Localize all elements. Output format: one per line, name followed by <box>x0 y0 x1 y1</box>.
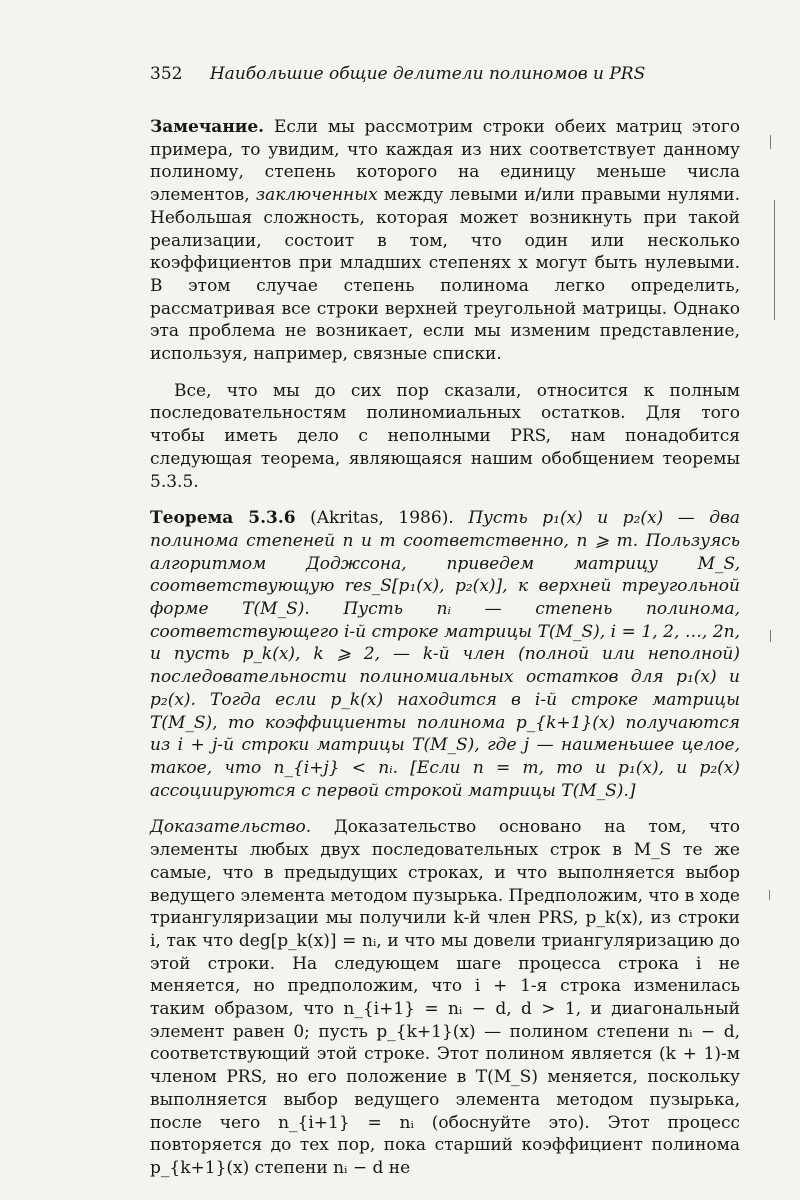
proof-label: Доказательство. <box>150 817 312 838</box>
remark-text-b: между левыми и/или правыми нулями. Небольшая сложность, которая может возникнуть при такой реализации, состоит в том, что один или несколько коэффициентов при младших степенях x могут быть нулевыми. В этом случае степень полинома легко определить, рассматривая все строки верхней треугольной матрицы. Однако эта проблема не возникает, если мы изменим представление, используя, например, связные списки. <box>150 185 741 365</box>
page-number: 352 <box>150 64 183 84</box>
theorem-label: Теорема 5.3.6 <box>150 508 296 529</box>
theorem-text: Пусть p₁(x) и p₂(x) — два полинома степеней n и m соответственно, n ⩾ m. Пользуясь алгоритмом Доджсона, приведем матрицу M_S, соответствующую res_S[p₁(x), p₂(x)], к верхней треугольной форме T(M_S). Пусть nᵢ — степень полинома, соответствующего i-й строке матрицы T(M_S), i = 1, 2, …, 2n, и пусть p_k(x), k ⩾ 2, — k-й член (полной или неполной) последовательности полиномиальных остатков для p₁(x) и p₂(x). Тогда если p_k(x) находится в i-й строке матрицы T(M_S), то коэффициенты полинома p_{k+1}(x) получаются из i + j-й строки матрицы T(M_S), где j — наименьшее целое, такое, что n_{i+j} < nᵢ. [Если n = m, то и p₁(x), и p₂(x) ассоциируются с первой строкой матрицы T(M_S).] <box>150 508 741 801</box>
running-title: Наибольшие общие делители полиномов и PRS <box>209 64 646 84</box>
scan-margin-marks <box>768 130 778 1030</box>
theorem-reference: (Akritas, 1986). <box>295 508 454 529</box>
intro-paragraph: Все, что мы до сих пор сказали, относится к полным последовательностям полиномиальных остатков. Для того чтобы иметь дело с неполными PRS, нам понадобится следующая теорема, являющаяся нашим обобщением теоремы 5.3.5. <box>150 380 740 492</box>
theorem-paragraph <box>150 507 740 802</box>
remark-text-a: Если мы рассмотрим строки обеих матриц этого примера, то увидим, что каждая из них соответствует данному полиному, степень которого на единицу меньше числа элементов, <box>150 117 740 206</box>
scan-mark <box>770 135 771 149</box>
running-header <box>150 64 740 84</box>
proof-paragraph <box>150 816 740 1179</box>
remark-paragraph <box>150 116 740 366</box>
scan-mark <box>769 890 770 900</box>
remark-italic-word: заключенных <box>255 185 378 206</box>
remark-label: Замечание. <box>150 117 265 137</box>
scan-mark <box>774 200 775 320</box>
scan-mark <box>770 630 771 642</box>
proof-text: Доказательство основано на том, что элементы любых двух последовательных строк в M_S те же самые, что в предыдущих строках, и что выполняется выбор ведущего элемента методом пузырька. Предположим, что в ходе триангуляризации мы получили k-й член PRS, p_k(x), из строки i, так что deg[p_k(x)] = nᵢ, и что мы довели триангуляризацию до этой строки. На следующем шаге процесса строка i не меняется, но предположим, что i + 1-я строка изменилась таким образом, что n_{i+1} = nᵢ − d, d > 1, и диагональный элемент равен 0; пусть p_{k+1}(x) — полином степени nᵢ − d, соответствующий этой строке. Этот полином является (k + 1)-м членом PRS, но его положение в T(M_S) меняется, поскольку выполняется выбор ведущего элемента методом пузырька, после чего n_{i+1} = nᵢ (обоснуйте это). Этот процесс повторяется до тех пор, пока старший коэффициент полинома p_{k+1}(x) степени nᵢ − d не <box>150 817 740 1178</box>
